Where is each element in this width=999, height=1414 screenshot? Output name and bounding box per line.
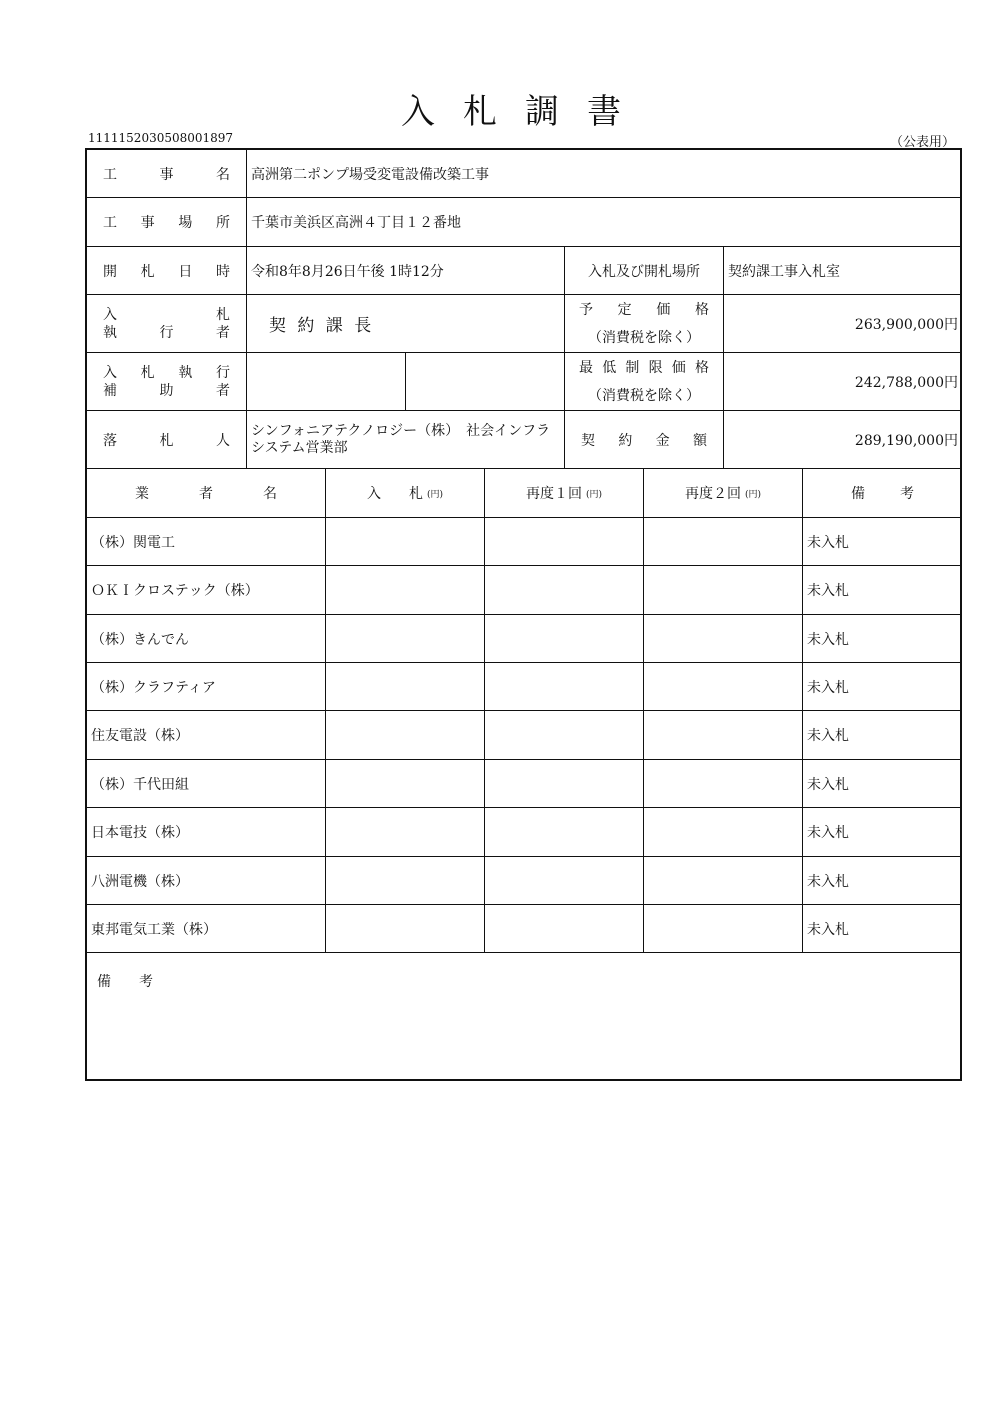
table-row-rebid2	[644, 518, 803, 566]
bid-executor-label: 入 札 執 行 者	[87, 295, 247, 353]
min-price-label: 最 低 制 限 価 格 （消費税を除く）	[565, 353, 724, 411]
planned-price-value: 263,900,000円	[724, 295, 962, 353]
page-title: 入札調書	[401, 92, 649, 132]
table-row-rebid1	[485, 615, 644, 663]
table-row-bid	[326, 566, 485, 615]
winner-value: シンフォニアテクノロジー（株） 社会インフラシステム営業部	[247, 411, 565, 469]
table-row-company: 八洲電機（株）	[87, 857, 326, 905]
table-row-company: 日本電技（株）	[87, 808, 326, 857]
table-row-rebid1	[485, 663, 644, 711]
remarks-section	[87, 953, 962, 1081]
table-row-company: （株）千代田組	[87, 760, 326, 808]
table-row-remarks: 未入札	[803, 905, 962, 953]
opening-datetime-label: 開 札 日 時	[87, 247, 247, 295]
bid-place-value: 契約課工事入札室	[724, 247, 962, 295]
table-row-bid	[326, 711, 485, 760]
table-row-rebid1	[485, 857, 644, 905]
table-row-rebid1	[485, 566, 644, 615]
table-row-company: （株）クラフティア	[87, 663, 326, 711]
table-row-rebid1	[485, 808, 644, 857]
table-row-rebid1	[485, 518, 644, 566]
winner-label: 落 札 人	[87, 411, 247, 469]
opening-datetime-value: 令和8年8月26日午後 1時12分	[247, 247, 565, 295]
table-row-company: （株）関電工	[87, 518, 326, 566]
table-row-rebid2	[644, 808, 803, 857]
assistant-value-2	[406, 353, 565, 411]
table-row-remarks: 未入札	[803, 566, 962, 615]
bid-executor-value: 契 約 課 長	[247, 295, 565, 353]
table-row-bid	[326, 857, 485, 905]
construction-site-value: 千葉市美浜区高洲４丁目１２番地	[247, 198, 962, 247]
planned-price-label: 予 定 価 格 （消費税を除く）	[565, 295, 724, 353]
document-number: 1111152030508001897	[88, 131, 234, 145]
table-row-remarks: 未入札	[803, 857, 962, 905]
table-row-rebid1	[485, 760, 644, 808]
construction-site-label: 工 事 場 所	[87, 198, 247, 247]
table-row-remarks: 未入札	[803, 760, 962, 808]
bid-place-label: 入札及び開札場所	[565, 247, 724, 295]
table-row-bid	[326, 905, 485, 953]
table-row-rebid2	[644, 711, 803, 760]
table-row-rebid2	[644, 566, 803, 615]
table-row-remarks: 未入札	[803, 518, 962, 566]
header-remarks: 備 考	[803, 469, 962, 518]
table-row-remarks: 未入札	[803, 663, 962, 711]
table-row-rebid2	[644, 615, 803, 663]
bid-report-form	[85, 148, 962, 1081]
table-row-rebid2	[644, 905, 803, 953]
table-row-rebid1	[485, 905, 644, 953]
header-rebid1: 再度１回 (円)	[485, 469, 644, 518]
table-row-remarks: 未入札	[803, 615, 962, 663]
table-row-bid	[326, 808, 485, 857]
public-use-label: （公表用）	[890, 135, 956, 150]
table-row-company: 住友電設（株）	[87, 711, 326, 760]
table-row-rebid2	[644, 663, 803, 711]
table-row-bid	[326, 663, 485, 711]
table-row-company: 東邦電気工業（株）	[87, 905, 326, 953]
remarks-label: 備 考	[97, 974, 153, 990]
table-row-bid	[326, 615, 485, 663]
construction-name-label: 工 事 名	[87, 150, 247, 198]
table-row-bid	[326, 518, 485, 566]
contract-amount-value: 289,190,000円	[724, 411, 962, 469]
contract-amount-label: 契 約 金 額	[565, 411, 724, 469]
table-row-rebid2	[644, 760, 803, 808]
table-row-company: ＯＫＩクロステック（株）	[87, 566, 326, 615]
table-row-company: （株）きんでん	[87, 615, 326, 663]
min-price-value: 242,788,000円	[724, 353, 962, 411]
table-row-bid	[326, 760, 485, 808]
table-row-rebid2	[644, 857, 803, 905]
construction-name-value: 高洲第二ポンプ場受変電設備改築工事	[247, 150, 962, 198]
header-rebid2: 再度２回 (円)	[644, 469, 803, 518]
assistant-value-1	[247, 353, 406, 411]
table-row-remarks: 未入札	[803, 808, 962, 857]
table-row-remarks: 未入札	[803, 711, 962, 760]
header-bid: 入 札 (円)	[326, 469, 485, 518]
table-row-rebid1	[485, 711, 644, 760]
header-company: 業 者 名	[87, 469, 326, 518]
assistant-label: 入 札 執 行 補 助 者	[87, 353, 247, 411]
